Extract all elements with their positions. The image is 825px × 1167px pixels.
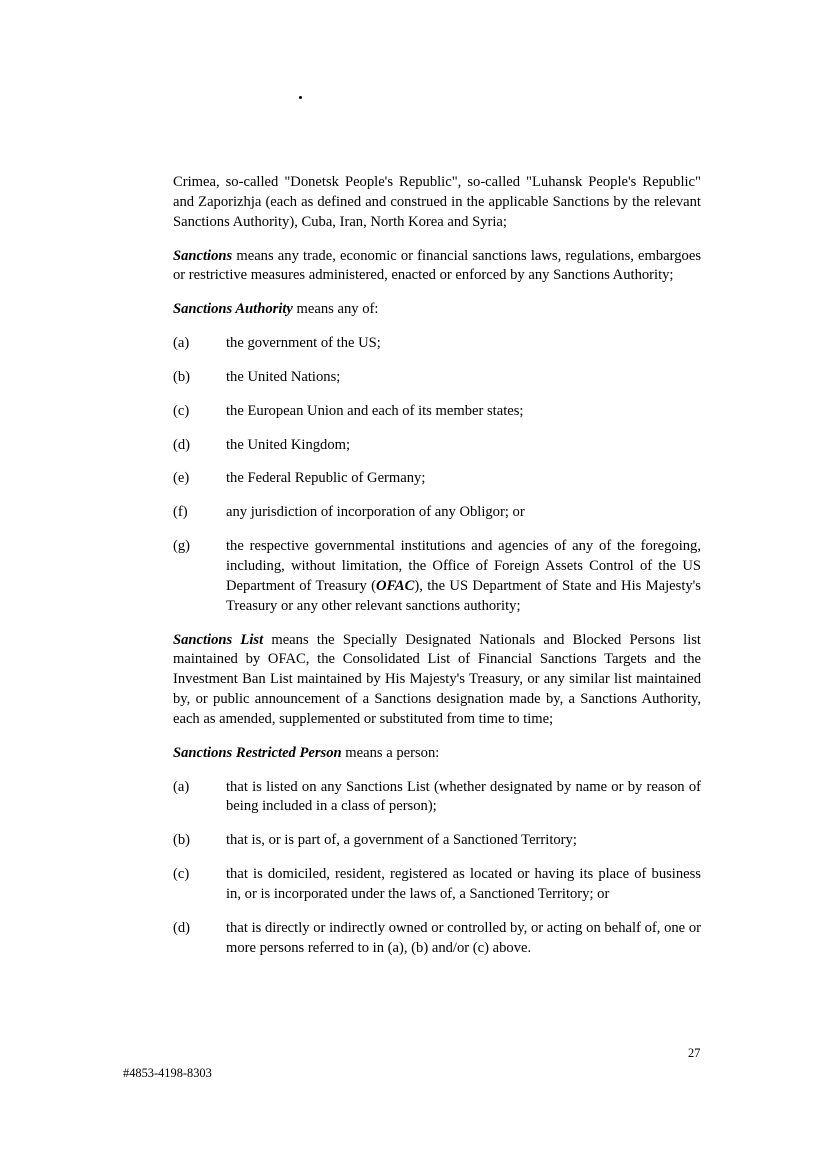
list-item-text: the government of the US; (226, 335, 381, 352)
list-marker: (d) (173, 436, 191, 453)
paragraph-sanctioned-territories: Crimea, so-called "Donetsk People's Republic", so-called "Luhansk People's Republic" and Zaporizhja (each as defined and construed in the applicable Sanctions by the relevant Sanctions Authority), Cuba, Iran, North Korea and Syria; (173, 174, 701, 230)
list-item (173, 778, 701, 818)
list-marker: (b) (173, 832, 191, 849)
list-item-text: the United Kingdom; (226, 436, 351, 453)
list-marker: (c) (173, 402, 190, 419)
document-body (173, 173, 701, 972)
list-item-text-cont: ), the US Department of State and His Majesty's Treasury or any other relevant sanctions authority; (226, 577, 701, 614)
definition-sanctions-restricted-person (173, 744, 701, 764)
list-item (173, 402, 701, 422)
definition-text-restricted-person: means a person: (341, 744, 440, 761)
list-marker: (f) (173, 504, 188, 521)
list-item (173, 436, 701, 456)
list-item-text: the respective governmental institutions and agencies of any of the foregoing, including, without limitation, the Office of Foreign Assets Control of the US Department of Treasury ( (226, 538, 701, 594)
definition-term-sanctions-authority: Sanctions Authority (173, 301, 293, 318)
page-number: 27 (688, 1046, 701, 1060)
list-item (173, 831, 701, 851)
definition-term-restricted-person: Sanctions Restricted Person (173, 744, 342, 761)
list-marker: (g) (173, 538, 191, 555)
list-item-text: the Federal Republic of Germany; (226, 470, 426, 487)
list-item-text: that is domiciled, resident, registered as located or having its place of business in, or is incorporated under the laws of, a Sanctioned Territory; or (226, 866, 701, 902)
list-item-text: that is, or is part of, a government of a Sanctioned Territory; (226, 832, 577, 849)
definition-term-sanctions: Sanctions (173, 247, 233, 264)
definition-text-sanctions-authority: means any of: (292, 301, 379, 318)
list-marker: (a) (173, 335, 190, 352)
list-marker: (d) (173, 919, 191, 936)
list-item (173, 469, 701, 489)
list-item-text: the United Nations; (226, 368, 341, 385)
page-top-mark (299, 96, 302, 99)
definition-text-sanctions: means any trade, economic or financial sanctions laws, regulations, embargoes or restrictive measures administered, enacted or enforced by any Sanctions Authority; (173, 247, 701, 284)
list-item-text: that is listed on any Sanctions List (whether designated by name or by reason of being included in a class of person); (226, 778, 701, 815)
definition-text-sanctions-list: means the Specially Designated Nationals and Blocked Persons list maintained by OFAC, the Consolidated List of Financial Sanctions Targets and the Investment Ban List maintained by His Majesty's Treasury, or any similar list maintained by, or public announcement of a Sanctions designation made by, a Sanctions Authority, each as amended, supplemented or substituted from time to time; (173, 631, 701, 727)
definition-sanctions-authority (173, 300, 701, 320)
list-item (173, 919, 701, 959)
list-item (173, 503, 701, 523)
list-item-text: the European Union and each of its member states; (226, 402, 524, 419)
document-reference: #4853-4198-8303 (123, 1066, 212, 1080)
list-item (173, 368, 701, 388)
list-marker: (b) (173, 368, 191, 385)
list-item (173, 537, 701, 616)
list-marker: (e) (173, 470, 190, 487)
list-marker: (a) (173, 778, 190, 795)
definition-term-sanctions-list: Sanctions List (173, 631, 264, 648)
list-item-text: any jurisdiction of incorporation of any Obligor; or (226, 504, 525, 521)
list-item (173, 865, 701, 905)
list-item-text: that is directly or indirectly owned or controlled by, or acting on behalf of, one or more persons referred to in (a), (b) and/or (c) above. (226, 919, 701, 956)
definition-sanctions-list (173, 631, 701, 730)
list-item (173, 334, 701, 354)
definition-sanctions (173, 247, 701, 287)
ofac-abbreviation: OFAC (376, 577, 415, 594)
list-marker: (c) (173, 866, 190, 883)
